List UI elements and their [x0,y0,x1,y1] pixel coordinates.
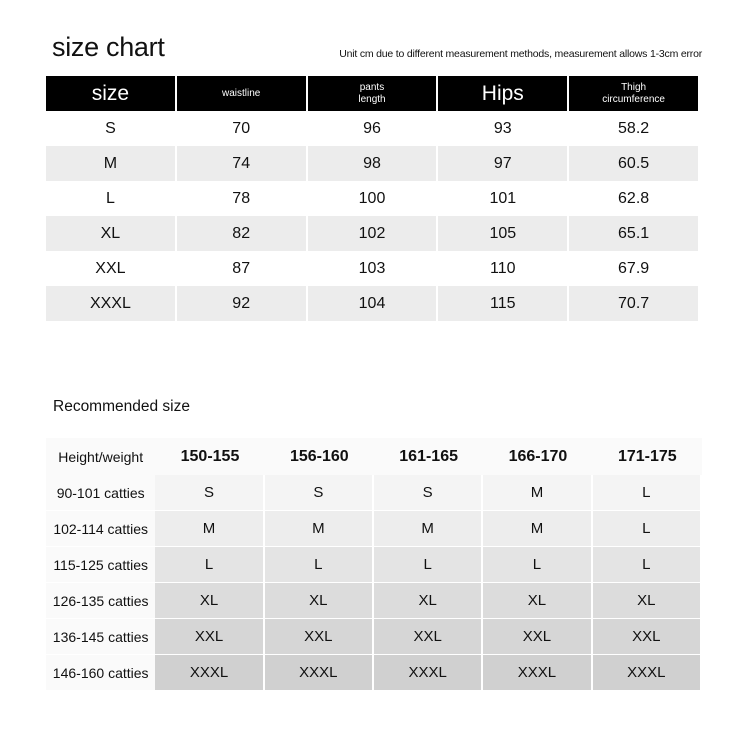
measurement-cell: 105 [438,216,567,251]
size-cell: XL [46,216,175,251]
height-header: 150-155 [155,438,264,475]
recommended-size-cell: XXL [265,619,374,655]
recommended-size-cell: XL [593,583,702,619]
recommended-size-cell: XXL [374,619,483,655]
table-row [46,251,698,286]
table-row [46,181,698,216]
corner-label: Height/weight [46,438,155,475]
recommended-size-cell: XL [483,583,592,619]
header-hips: Hips [438,76,567,111]
measurement-cell: 102 [308,216,437,251]
measurement-cell: 70 [232,119,251,137]
measurement-cell: 92 [177,286,306,321]
table-row [46,111,698,146]
size-chart-table [44,76,700,321]
recommended-size-cell: L [155,547,264,583]
recommended-size-cell: XXXL [265,655,374,691]
measurement-cell: 93 [493,119,512,137]
measurement-cell: 87 [232,259,251,277]
size-cell: L [105,189,115,207]
table-row [46,146,698,181]
header-size: size [46,76,175,111]
table-row [46,511,702,547]
size-cell: XXL [95,259,126,277]
recommended-size-cell: L [593,475,702,511]
measurement-cell: 98 [308,146,437,181]
table-row [46,286,698,321]
measurement-cell: 100 [358,189,386,207]
size-cell: XXXL [46,286,175,321]
weight-label: 115-125 catties [46,547,155,583]
table-row [46,583,702,619]
recommended-size-cell: XL [265,583,374,619]
measurement-cell: 103 [358,259,386,277]
header-pants-length-text: pants length [358,81,386,105]
table-row [46,655,702,691]
header-waistline: waistline [177,76,306,111]
height-header: 171-175 [593,438,702,475]
weight-label: 102-114 catties [46,511,155,547]
measurement-cell: 78 [232,189,251,207]
measurement-cell: 96 [363,119,381,137]
size-cell: M [46,146,175,181]
header-thigh-circumference [569,76,698,111]
measurement-cell: 101 [489,189,517,207]
recommended-size-cell: L [593,511,702,547]
recommended-size-cell: M [483,475,592,511]
measurement-cell: 60.5 [569,146,698,181]
recommended-size-cell: XXXL [483,655,592,691]
recommended-size-cell: L [483,547,592,583]
measurement-cell: 97 [438,146,567,181]
measurement-cell: 115 [438,286,567,321]
measurement-cell: 62.8 [618,189,650,207]
recommended-size-cell: XXL [155,619,264,655]
recommended-size-cell: XXL [593,619,702,655]
height-header: 161-165 [374,438,483,475]
measurement-cell: 65.1 [569,216,698,251]
header-thigh-text: Thigh circumference [602,81,665,105]
recommended-size-cell: L [593,547,702,583]
height-header: 166-170 [483,438,592,475]
recommended-size-cell: XXL [483,619,592,655]
measurement-cell: 74 [177,146,306,181]
recommended-size-table [46,438,702,691]
table-row [46,619,702,655]
table-row [46,216,698,251]
recommended-size-cell: L [265,547,374,583]
recommended-size-cell: M [155,511,264,547]
measurement-cell: 58.2 [618,119,650,137]
measurement-note: Unit cm due to different measurement methods, measurement allows 1-3cm error [339,48,702,60]
height-header: 156-160 [265,438,374,475]
size-cell: S [105,119,116,137]
recommended-size-cell: M [483,511,592,547]
measurement-cell: 104 [308,286,437,321]
recommended-size-cell: S [155,475,264,511]
recommended-size-cell: XXXL [593,655,702,691]
recommended-size-cell: XL [155,583,264,619]
recommended-size-cell: M [374,511,483,547]
recommended-size-cell: XXXL [155,655,264,691]
recommended-size-cell: S [265,475,374,511]
weight-label: 146-160 catties [46,655,155,691]
recommended-size-cell: L [374,547,483,583]
table-row [46,475,702,511]
recommended-title: Recommended size [53,398,190,415]
recommended-size-cell: S [374,475,483,511]
table-row [46,547,702,583]
weight-label: 136-145 catties [46,619,155,655]
measurement-cell: 82 [177,216,306,251]
header-pants-length [308,76,437,111]
measurement-cell: 70.7 [569,286,698,321]
weight-label: 90-101 catties [46,475,155,511]
weight-label: 126-135 catties [46,583,155,619]
recommended-size-cell: M [265,511,374,547]
recommended-size-cell: XL [374,583,483,619]
measurement-cell: 110 [490,259,516,277]
measurement-cell: 67.9 [618,259,650,277]
recommended-size-cell: XXXL [374,655,483,691]
page-title: size chart [52,32,165,62]
